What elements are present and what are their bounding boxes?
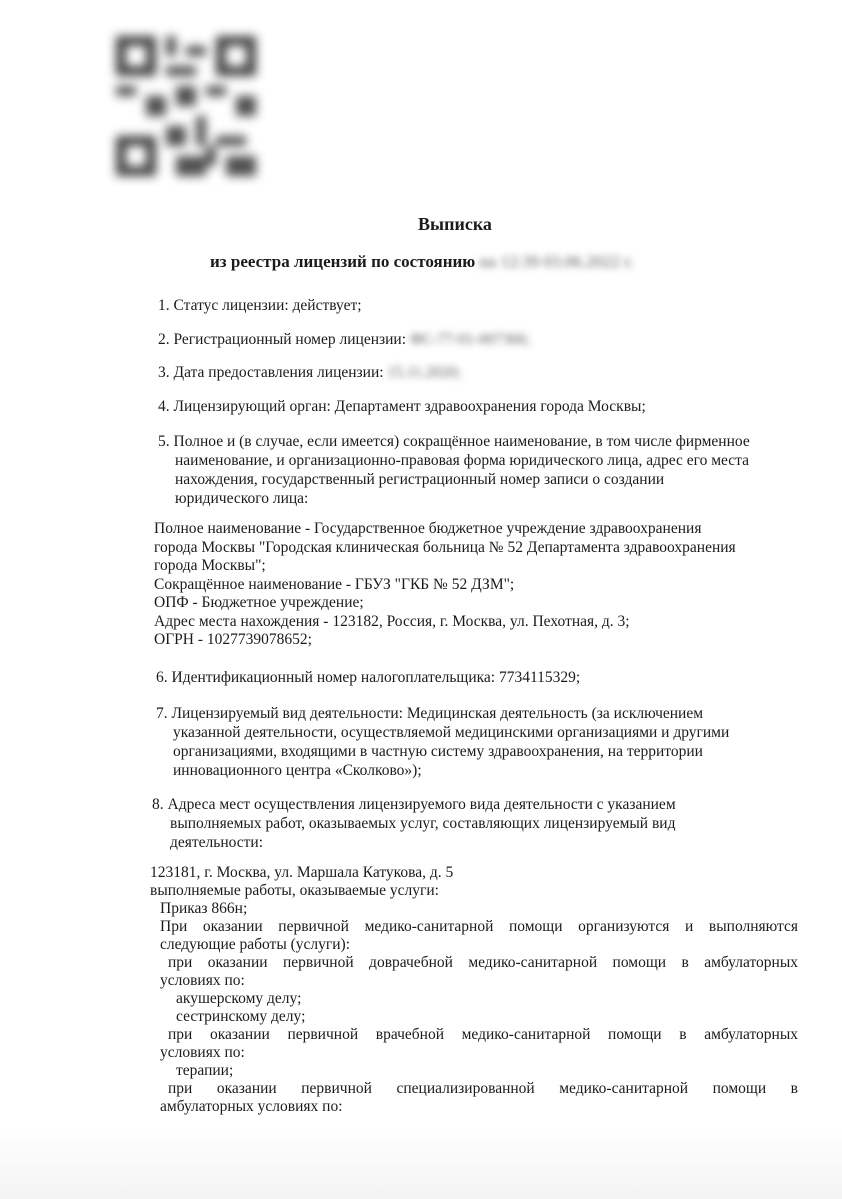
item-6-inn: 6. Идентификационный номер налогоплательщика: 7734115329; — [156, 669, 581, 686]
item-7-paragraph — [156, 704, 729, 780]
item-8-line: деятельности: — [170, 834, 264, 851]
service-item: акушерскому делу; — [176, 990, 302, 1007]
item-5-line: 5. Полное и (в случае, если имеется) сокращённое наименование, в том числе фирменное — [158, 433, 750, 450]
services-header: выполняемые работы, оказываемые услуги: — [150, 882, 439, 899]
service-line: при оказании первичной доврачебной медико-санитарной помощи в амбулаторных — [168, 954, 798, 971]
service-line: условиях по: — [160, 972, 245, 989]
service-line: условиях по: — [160, 1044, 245, 1061]
item-2-label: 2. Регистрационный номер лицензии: — [158, 331, 407, 348]
org-line: города Москвы "Городская клиническая больница № 52 Департамента здравоохранения — [154, 538, 736, 556]
blurred-qr-code-icon — [116, 36, 256, 176]
document-subtitle — [210, 252, 633, 272]
item-3-label: 3. Дата предоставления лицензии: — [158, 364, 384, 381]
item-5-line: юридического лица: — [175, 490, 309, 507]
item-1-status: 1. Статус лицензии: действует; — [158, 297, 362, 314]
service-line: следующие работы (услуги): — [160, 936, 351, 953]
item-3-blurred-value: 15.11.2020; — [387, 364, 461, 381]
page-bottom-shadow — [0, 1129, 842, 1199]
order-reference: Приказ 866н; — [160, 900, 248, 917]
service-item: терапии; — [176, 1062, 234, 1079]
item-8-line: выполняемых работ, оказываемых услуг, составляющих лицензируемый вид — [170, 815, 676, 832]
item-5-line: наименование, и организационно-правовая форма юридического лица, адрес его места — [175, 452, 750, 469]
org-line: Адрес места нахождения - 123182, Россия, г. Москва, ул. Пехотная, д. 3; — [154, 612, 630, 630]
item-4-authority: 4. Лицензирующий орган: Департамент здравоохранения города Москвы; — [158, 398, 646, 415]
item-7-line: инновационного центра «Сколково»); — [173, 762, 422, 779]
item-5-paragraph — [158, 432, 750, 508]
org-line: ОГРН - 1027739078652; — [154, 631, 312, 648]
item-8-paragraph — [152, 795, 676, 852]
item-8-line: 8. Адреса мест осуществления лицензируемого вида деятельности с указанием — [152, 796, 676, 813]
org-line: Полное наименование - Государственное бюджетное учреждение здравоохранения — [154, 520, 702, 537]
address-line: 123181, г. Москва, ул. Маршала Катукова, д. 5 — [150, 864, 454, 881]
item-2-reg-number — [158, 330, 530, 350]
item-3-date — [158, 363, 461, 383]
item-5-line: нахождения, государственный регистрационный номер записи о создании — [175, 471, 665, 488]
item-7-line: указанной деятельности, осуществляемой медицинскими организациями и другими — [173, 724, 730, 741]
org-line: города Москвы"; — [154, 557, 266, 574]
org-line: Сокращённое наименование - ГБУЗ "ГКБ № 52 ДЗМ"; — [154, 575, 515, 593]
organization-details — [154, 520, 736, 650]
org-line: ОПФ - Бюджетное учреждение; — [154, 594, 364, 611]
service-line: при оказании первичной врачебной медико-санитарной помощи в амбулаторных — [168, 1026, 798, 1043]
item-2-blurred-value: ФС-77-01-007366; — [409, 331, 530, 348]
document-title: Выписка — [418, 214, 492, 234]
service-line: при оказании первичной специализированной медико-санитарной помощи в — [168, 1080, 798, 1097]
address-services — [150, 864, 798, 1116]
item-7-line: организациями, входящими в частную систему здравоохранения, на территории — [173, 743, 703, 760]
subtitle-blurred-date: на 12:39 03.06.2022 г. — [479, 252, 634, 271]
service-line: При оказании первичной медико-санитарной помощи организуются и выполняются — [160, 918, 798, 935]
service-item: сестринскому делу; — [176, 1008, 306, 1025]
service-line: амбулаторных условиях по: — [160, 1098, 343, 1115]
subtitle-prefix: из реестра лицензий по состоянию — [210, 252, 476, 271]
item-7-line: 7. Лицензируемый вид деятельности: Медицинская деятельность (за исключением — [156, 705, 704, 722]
